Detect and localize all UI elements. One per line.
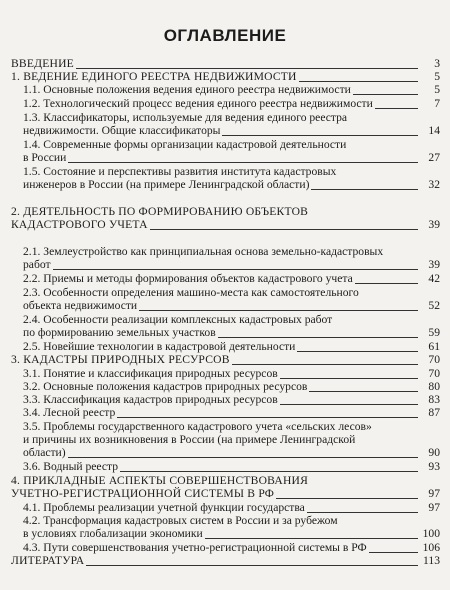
toc-section (23, 406, 418, 419)
toc-section (23, 460, 418, 473)
toc-page-number: 14 (428, 124, 440, 137)
toc-chapter (11, 353, 418, 366)
toc-page-number: 59 (428, 326, 440, 339)
toc-entry-text: области) (23, 446, 66, 459)
toc-entry-text: УЧЕТНО-РЕГИСТРАЦИОННОЙ СИСТЕМЫ В РФ (11, 487, 275, 500)
toc-section (23, 393, 418, 406)
toc-entry-text: 1. ВЕДЕНИЕ ЕДИНОГО РЕЕСТРА НЕДВИЖИМОСТИ (11, 70, 297, 83)
toc-page-number: 39 (428, 258, 440, 271)
leader-line (23, 457, 418, 458)
toc-page-number: 113 (423, 554, 440, 567)
toc-section (23, 420, 418, 459)
toc-chapter (11, 474, 418, 500)
toc-page-number: 5 (434, 70, 440, 83)
toc-page-number: 5 (434, 83, 440, 96)
toc-entry-text: 3.5. Проблемы государственного кадастрового учета «сельских лесов» (23, 420, 372, 433)
toc-section (23, 97, 418, 110)
toc-page-number: 70 (428, 367, 440, 380)
toc-page-number: 32 (428, 178, 440, 191)
toc-entry-text: объекта недвижимости (23, 299, 138, 312)
toc-entry-text: 2. ДЕЯТЕЛЬНОСТЬ ПО ФОРМИРОВАНИЮ ОБЪЕКТОВ (11, 205, 309, 218)
toc-page-number: 106 (422, 541, 440, 554)
toc-chapter (11, 57, 418, 70)
toc-entry-text: 3.3. Классификация кадастров природных ресурсов (23, 393, 278, 406)
toc-section (23, 367, 418, 380)
toc-entry-text: 4.1. Проблемы реализации учетной функции государства (23, 501, 305, 514)
toc-section (23, 380, 418, 393)
toc-entry-text: ВВЕДЕНИЕ (11, 57, 74, 70)
toc-page-number: 3 (434, 57, 440, 70)
toc-chapter (11, 205, 418, 231)
toc-chapter (11, 554, 418, 567)
toc-section (23, 541, 418, 554)
toc-entry-text: 3. КАДАСТРЫ ПРИРОДНЫХ РЕСУРСОВ (11, 353, 230, 366)
toc-entry-text: 1.4. Современные формы организации кадастровой деятельности (23, 138, 347, 151)
page-title: ОГЛАВЛЕНИЕ (163, 26, 287, 45)
toc-page-number: 83 (428, 393, 440, 406)
toc-page-number: 97 (428, 501, 440, 514)
toc-entry-text: работ (23, 258, 51, 271)
toc-page-number: 97 (428, 487, 440, 500)
toc-section (23, 245, 418, 271)
toc-section (23, 111, 418, 137)
toc-entry-text: 2.1. Землеустройство как принципиальная основа земельно-кадастровых (23, 245, 384, 258)
toc-entry-text: 3.2. Основные положения кадастров природных ресурсов (23, 380, 308, 393)
toc-entry-text: КАДАСТРОВОГО УЧЕТА (11, 218, 148, 231)
toc-section (23, 83, 418, 96)
toc-section (23, 514, 418, 540)
toc-page-number: 87 (428, 406, 440, 419)
toc-page-number: 70 (428, 353, 440, 366)
toc-entry-text: и причины их возникновения в России (на примере Ленинградской (23, 433, 356, 446)
toc-entry-text: недвижимости. Общие классификаторы (23, 124, 221, 137)
toc-section (23, 272, 418, 285)
toc-page-number: 7 (434, 97, 440, 110)
toc-entry-text: 1.2. Технологический процесс ведения единого реестра недвижимости (23, 97, 373, 110)
toc-entry-text: 2.4. Особенности реализации комплексных кадастровых работ (23, 313, 333, 326)
toc-entry-text: 2.5. Новейшие технологии в кадастровой деятельности (23, 340, 296, 353)
toc-page-number: 52 (428, 299, 440, 312)
toc-page-number: 93 (428, 460, 440, 473)
toc-entry-text: 3.4. Лесной реестр (23, 406, 116, 419)
leader-line (23, 162, 418, 163)
toc-page-number: 80 (428, 380, 440, 393)
toc-entry-text: 3.6. Водный реестр (23, 460, 119, 473)
toc-section (23, 138, 418, 164)
toc-section (23, 286, 418, 312)
toc-chapter (11, 70, 418, 83)
toc-entry-text: 4.2. Трансформация кадастровых систем в России и за рубежом (23, 514, 338, 527)
toc-page-number: 39 (428, 218, 440, 231)
toc-page-number: 90 (428, 446, 440, 459)
toc-entry-text: в условиях глобализации экономики (23, 527, 203, 540)
toc-entry-text: ЛИТЕРАТУРА (11, 554, 85, 567)
toc-section (23, 340, 418, 353)
toc-page-number: 42 (428, 272, 440, 285)
toc-entry-text: 3.1. Понятие и классификация природных ресурсов (23, 367, 278, 380)
toc-entry-text: 2.2. Приемы и методы формирования объектов кадастрового учета (23, 272, 353, 285)
toc-entry-text: 4.3. Пути совершенствования учетно-регистрационной системы в РФ (23, 541, 367, 554)
leader-line (23, 269, 418, 270)
toc-entry-text: 4. ПРИКЛАДНЫЕ АСПЕКТЫ СОВЕРШЕНСТВОВАНИЯ (11, 474, 309, 487)
toc-entry-text: по формированию земельных участков (23, 326, 216, 339)
toc-section (23, 501, 418, 514)
toc-entry-text: 2.3. Особенности определения машино-места как самостоятельного (23, 286, 359, 299)
toc-section (23, 165, 418, 191)
toc-entry-text: 1.1. Основные положения ведения единого реестра недвижимости (23, 83, 351, 96)
toc-page-number: 27 (428, 151, 440, 164)
toc-section (23, 313, 418, 339)
toc-page-number: 100 (422, 527, 440, 540)
toc-entry-text: инженеров в России (на примере Ленинградской области) (23, 178, 310, 191)
toc-entry-text: в России (23, 151, 67, 164)
toc-entry-text: 1.3. Классификаторы, используемые для ведения единого реестра (23, 111, 348, 124)
toc-page-number: 61 (428, 340, 440, 353)
toc-entry-text: 1.5. Состояние и перспективы развития института кадастровых (23, 165, 337, 178)
